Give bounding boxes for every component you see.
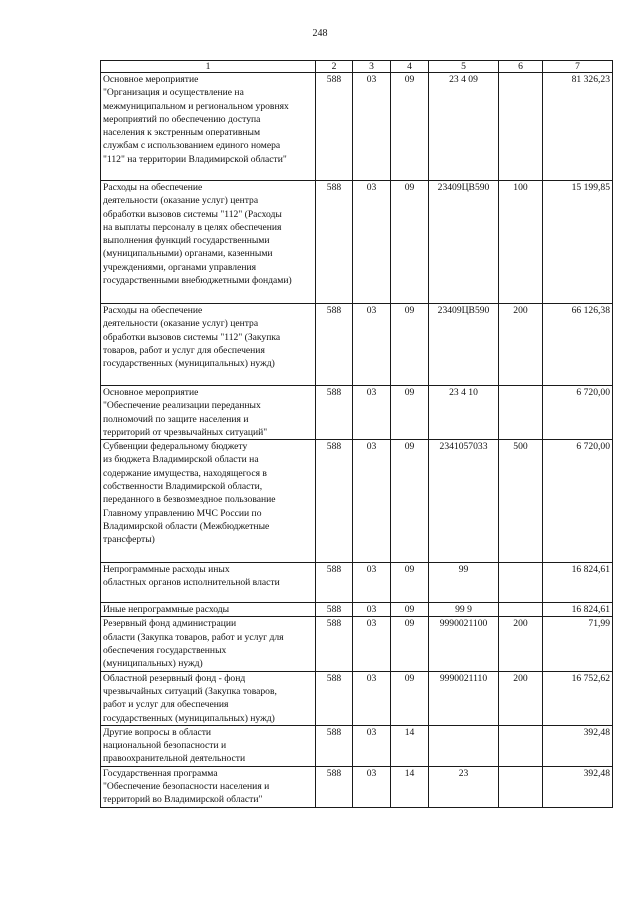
subsection-code: 09 xyxy=(391,181,429,304)
ministry-code: 588 xyxy=(316,386,353,440)
target-article-code xyxy=(429,725,499,766)
section-code: 03 xyxy=(353,617,391,671)
amount: 392,48 xyxy=(543,766,613,807)
target-article-code: 23 4 09 xyxy=(429,73,499,181)
expense-type-code: 200 xyxy=(499,304,543,386)
expense-type-code xyxy=(499,563,543,603)
amount: 66 126,38 xyxy=(543,304,613,386)
ministry-code: 588 xyxy=(316,304,353,386)
column-header-row xyxy=(101,61,613,73)
ministry-code: 588 xyxy=(316,617,353,671)
subsection-code: 09 xyxy=(391,603,429,617)
target-article-code: 23 xyxy=(429,766,499,807)
item-name: Иные непрограммные расходы xyxy=(101,603,316,617)
section-code: 03 xyxy=(353,73,391,181)
item-name: Другие вопросы в области национальной безопасности и правоохранительной деятельности xyxy=(101,725,316,766)
page-number: 248 xyxy=(312,28,328,39)
ministry-code: 588 xyxy=(316,563,353,603)
expense-type-code xyxy=(499,73,543,181)
amount: 392,48 xyxy=(543,725,613,766)
section-code: 03 xyxy=(353,725,391,766)
target-article-code: 23 4 10 xyxy=(429,386,499,440)
table-row xyxy=(101,181,613,304)
section-code: 03 xyxy=(353,440,391,563)
item-name: Непрограммные расходы иных областных органов исполнительной власти xyxy=(101,563,316,603)
expense-type-code: 500 xyxy=(499,440,543,563)
ministry-code: 588 xyxy=(316,766,353,807)
amount: 71,99 xyxy=(543,617,613,671)
item-name: Государственная программа "Обеспечение безопасности населения и территорий во Владимирской области" xyxy=(101,766,316,807)
item-name: Основное мероприятие "Обеспечение реализации переданных полномочий по защите населения и территорий от чрезвычайных ситуаций" xyxy=(101,386,316,440)
target-article-code: 9990021110 xyxy=(429,671,499,725)
target-article-code: 99 xyxy=(429,563,499,603)
expense-type-code xyxy=(499,725,543,766)
subsection-code: 14 xyxy=(391,725,429,766)
expense-type-code xyxy=(499,386,543,440)
table-row xyxy=(101,603,613,617)
table-row xyxy=(101,617,613,671)
expense-type-code xyxy=(499,603,543,617)
section-code: 03 xyxy=(353,386,391,440)
table-row xyxy=(101,440,613,563)
target-article-code: 23409ЦВ590 xyxy=(429,181,499,304)
amount: 15 199,85 xyxy=(543,181,613,304)
column-header: 1 xyxy=(101,61,316,73)
ministry-code: 588 xyxy=(316,181,353,304)
subsection-code: 14 xyxy=(391,766,429,807)
amount: 6 720,00 xyxy=(543,440,613,563)
section-code: 03 xyxy=(353,671,391,725)
subsection-code: 09 xyxy=(391,563,429,603)
ministry-code: 588 xyxy=(316,73,353,181)
item-name: Расходы на обеспечение деятельности (оказание услуг) центра обработки вызовов системы "112" (Расходы на выплаты персоналу в целях обеспечения выполнения функций государственными (муниципальными) органами, казенными учреждениями, органами управления государственными внебюджетными фондами) xyxy=(101,181,316,304)
expense-type-code xyxy=(499,766,543,807)
column-header: 3 xyxy=(353,61,391,73)
column-header: 4 xyxy=(391,61,429,73)
table-row xyxy=(101,671,613,725)
item-name: Областной резервный фонд - фонд чрезвычайных ситуаций (Закупка товаров, работ и услуг для обеспечения государственных (муниципальных) нужд) xyxy=(101,671,316,725)
item-name: Субвенции федеральному бюджету из бюджета Владимирской области на содержание имущества, находящегося в собственности Владимирской области, переданного в безвозмездное пользование Главному управлению МЧС России по Владимирской области (Межбюджетные трансферты) xyxy=(101,440,316,563)
section-code: 03 xyxy=(353,603,391,617)
amount: 16 752,62 xyxy=(543,671,613,725)
amount: 16 824,61 xyxy=(543,563,613,603)
ministry-code: 588 xyxy=(316,725,353,766)
section-code: 03 xyxy=(353,766,391,807)
item-name: Расходы на обеспечение деятельности (оказание услуг) центра обработки вызовов системы "112" (Закупка товаров, работ и услуг для обеспечения государственных (муниципальных) нужд) xyxy=(101,304,316,386)
expense-type-code: 200 xyxy=(499,671,543,725)
item-name: Основное мероприятие "Организация и осуществление на межмуниципальном и региональном уровнях мероприятий по обеспечению доступа населения к экстренным оперативным службам с использованием единого номера "112" на территории Владимирской области" xyxy=(101,73,316,181)
target-article-code: 99 9 xyxy=(429,603,499,617)
column-header: 2 xyxy=(316,61,353,73)
table-row xyxy=(101,386,613,440)
table-row xyxy=(101,766,613,807)
subsection-code: 09 xyxy=(391,671,429,725)
table-row xyxy=(101,73,613,181)
ministry-code: 588 xyxy=(316,671,353,725)
expense-type-code: 100 xyxy=(499,181,543,304)
column-header: 5 xyxy=(429,61,499,73)
ministry-code: 588 xyxy=(316,440,353,563)
section-code: 03 xyxy=(353,304,391,386)
section-code: 03 xyxy=(353,563,391,603)
subsection-code: 09 xyxy=(391,440,429,563)
amount: 16 824,61 xyxy=(543,603,613,617)
table-row xyxy=(101,563,613,603)
expense-type-code: 200 xyxy=(499,617,543,671)
subsection-code: 09 xyxy=(391,617,429,671)
column-header: 7 xyxy=(543,61,613,73)
table-row xyxy=(101,725,613,766)
target-article-code: 9990021100 xyxy=(429,617,499,671)
target-article-code: 2341057033 xyxy=(429,440,499,563)
section-code: 03 xyxy=(353,181,391,304)
subsection-code: 09 xyxy=(391,386,429,440)
subsection-code: 09 xyxy=(391,304,429,386)
subsection-code: 09 xyxy=(391,73,429,181)
amount: 81 326,23 xyxy=(543,73,613,181)
column-header: 6 xyxy=(499,61,543,73)
amount: 6 720,00 xyxy=(543,386,613,440)
item-name: Резервный фонд администрации области (Закупка товаров, работ и услуг для обеспечения государственных (муниципальных) нужд) xyxy=(101,617,316,671)
ministry-code: 588 xyxy=(316,603,353,617)
target-article-code: 23409ЦВ590 xyxy=(429,304,499,386)
budget-table xyxy=(100,60,613,808)
table-row xyxy=(101,304,613,386)
